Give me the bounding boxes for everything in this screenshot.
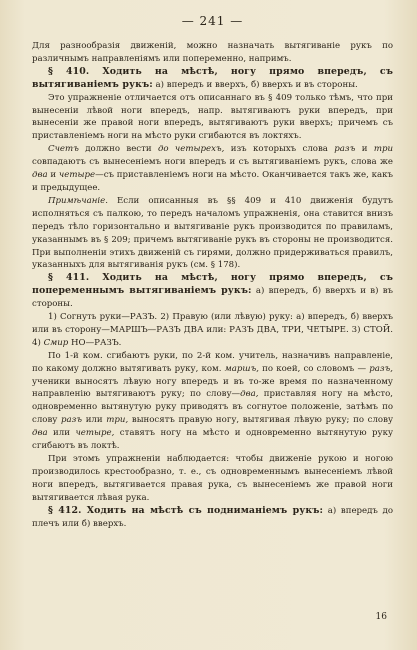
emphasis-run: два (32, 428, 48, 439)
section-410-title: § 410. Ходить на мѣстѣ, ногу прямо впередъ, съ вытягиваніемъ рукъ: (32, 65, 393, 90)
text-run: совпадаютъ съ вынесеніемъ ноги впередъ и съ вытягиваніемъ рукъ, слова же (32, 157, 393, 168)
emphasis-run: разъ (334, 144, 356, 155)
emphasis-run: три (373, 144, 393, 155)
page-number: — 241 — (181, 14, 244, 28)
text-run: должно вести (78, 144, 158, 155)
text-run: ученики выносятъ лѣвую ногу впередъ и въ то-же время по назначенному направленію вытягиваютъ руку; по слову— (32, 376, 393, 400)
text-run: изъ которыхъ слова (224, 144, 335, 155)
count-word: Счетъ (48, 144, 79, 155)
text-run: или (47, 428, 76, 439)
text-run: и (355, 144, 374, 155)
section-411-heading (32, 272, 393, 311)
section-412-title: § 412. Ходить на мѣстѣ съ подниманіемъ рукъ: (48, 504, 324, 516)
paragraph-intro: Для разнообразія движеній, можно назначать вытягиваніе рукъ по различнымъ направленіямъ или попеременно, напримъ. (32, 41, 393, 64)
paragraph-411-execution (32, 350, 393, 453)
text-run: По 1-й ком. сгибаютъ руки, по 2-й ком. учитель, назначивъ направленіе, по какому должно вытягивать руку, ком. (32, 350, 393, 374)
section-412-heading (32, 505, 393, 531)
section-412-tail: а) впередъ до плечъ или б) вверхъ. (32, 505, 393, 529)
section-411-tail: а) впередъ, б) вверхъ и в) въ стороны. (32, 286, 394, 310)
text-run: по коей, со словомъ — (258, 363, 370, 374)
section-410-tail: а) впередъ и вверхъ, б) вверхъ и въ стороны. (152, 79, 358, 90)
text-run: НО—РАЗЪ. (68, 337, 122, 348)
emphasis-run: до четырехъ, (157, 144, 225, 155)
emphasis-run: Смир (43, 337, 69, 348)
text-run: выносятъ правую ногу, вытягивая лѣвую руку; по слову (128, 415, 393, 426)
text-run: приставляя ногу на мѣсто, одновременно вытянутую руку приводятъ въ согнутое положеніе, затѣмъ по слову (32, 389, 393, 426)
note-label: Примѣчаніе. (48, 195, 108, 206)
text-run: и (47, 170, 59, 181)
emphasis-run: четыре, (75, 428, 115, 439)
emphasis-run: два (32, 170, 48, 181)
section-411-title: § 411. Ходить на мѣстѣ, ногу прямо впередъ, съ попеременнымъ вытягиваніемъ рукъ: (32, 272, 393, 297)
emphasis-run: разъ, (369, 363, 393, 374)
emphasis-run: разъ (61, 415, 83, 426)
emphasis-run: два, (240, 389, 259, 400)
paragraph-411-observe: При этомъ упражненіи наблюдается: чтобы движеніе рукою и ногою производилось крестообразно, т. е., съ одновременнымъ вынесеніемъ лѣвой ноги впередъ, вытягивается правая рука, съ вынесеніемъ же правой ноги вытягивается лѣвая рука. (32, 454, 393, 503)
note-text: Если описанныя въ §§ 409 и 410 движенія будутъ исполняться съ палкою, то передъ началомъ упражненія, она ставится внизъ передъ тѣло горизонтально и вытягиваніе рукъ производится по правиламъ, указаннымъ въ § 209; причемъ вытягиваніе рукъ въ стороны не производится. При выполненіи этихъ движеній съ гирями, должно придерживаться правилъ, указанныхъ для вытягиванія рукъ (см. § 178). (32, 195, 393, 271)
emphasis-run: четыре (58, 170, 96, 181)
note-paragraph (32, 195, 393, 272)
paragraph-410-count (32, 143, 393, 195)
section-410-heading (32, 66, 393, 92)
emphasis-run: маршъ, (224, 363, 259, 374)
text-run: или (82, 415, 107, 426)
paragraph-411-commands (32, 311, 393, 350)
text-run: 1) Согнуть руки—РАЗЪ. 2) Правую (или лѣвую) руку: а) впередъ, б) вверхъ или въ сторону—МАРШЪ—РАЗЪ ДВА или: РАЗЪ ДВА, ТРИ, ЧЕТЫРЕ. 3) СТОЙ. 4) (32, 312, 393, 348)
text-run: ставятъ ногу на мѣсто и одновременно вытянутую руку сгибаютъ въ локтѣ. (32, 428, 393, 452)
emphasis-run: три, (106, 415, 129, 426)
printer-signature: 16 (375, 612, 387, 622)
text-run: —съ приставленіемъ ноги на мѣсто. Оканчивается такъ же, какъ и предыдущее. (32, 170, 393, 193)
paragraph-410-body: Это упражненіе отличается отъ описаннаго въ § 409 только тѣмъ, что при вынесеніи лѣвой ноги впередъ, напр. вытягиваютъ руки впередъ, при вынесеніи же правой ноги впередъ, вытягиваютъ руки вверхъ; причемъ съ приставленіемъ ноги на мѣсто руки сгибаются въ локтяхъ. (32, 92, 393, 142)
